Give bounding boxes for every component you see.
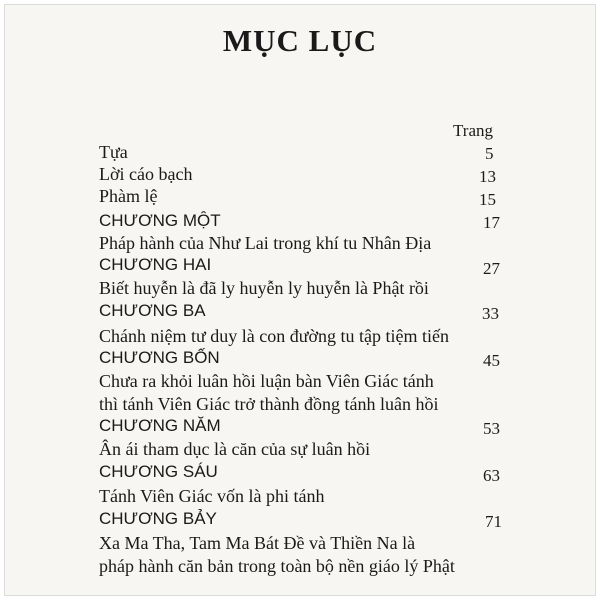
toc-page-number: 5 (485, 144, 494, 163)
toc-chapter-1-title: Pháp hành của Như Lai trong khí tu Nhân Địa (99, 233, 432, 253)
toc-page-number: 13 (479, 167, 496, 186)
toc-chapter-7-title-line-1: Xa Ma Tha, Tam Ma Bát Đề và Thiền Na là (99, 533, 416, 553)
toc-chapter-5-title: Ân ái tham dục là căn của sự luân hồi (99, 439, 371, 459)
book-page (4, 4, 596, 596)
page-title: MỤC LỤC (222, 23, 378, 58)
toc-chapter-7: CHƯƠNG BẢY (99, 509, 217, 528)
toc-chapter-3-title: Chánh niệm tư duy là con đường tu tập tiệm tiến (99, 326, 449, 346)
toc-page-number: 71 (485, 512, 502, 531)
toc-entry-guidelines: Phàm lệ (99, 186, 158, 206)
toc-page-number: 17 (483, 213, 500, 232)
toc-chapter-7-title-line-2: pháp hành căn bản trong toàn bộ nền giáo lý Phật (99, 556, 455, 576)
toc-chapter-4-title-line-2: thì tánh Viên Giác trở thành đồng tánh luân hồi (99, 394, 439, 414)
toc-chapter-6: CHƯƠNG SÁU (99, 462, 218, 481)
toc-page-number: 63 (483, 466, 500, 485)
toc-entry-preface: Tựa (99, 142, 128, 162)
toc-chapter-4-title-line-1: Chưa ra khỏi luân hồi luận bàn Viên Giác tánh (99, 371, 434, 391)
toc-chapter-2: CHƯƠNG HAI (99, 255, 212, 274)
toc-chapter-4: CHƯƠNG BỐN (99, 348, 220, 367)
toc-page-number: 27 (483, 259, 500, 278)
page-column-header: Trang (453, 121, 493, 140)
toc-chapter-5: CHƯƠNG NĂM (99, 416, 221, 435)
toc-page-number: 45 (483, 351, 500, 370)
toc-chapter-6-title: Tánh Viên Giác vốn là phi tánh (99, 486, 325, 506)
toc-page-number: 15 (479, 190, 496, 209)
toc-chapter-3: CHƯƠNG BA (99, 301, 206, 320)
toc-page-number: 53 (483, 419, 500, 438)
toc-chapter-1: CHƯƠNG MỘT (99, 211, 221, 230)
toc-chapter-2-title: Biết huyễn là đã ly huyễn ly huyễn là Phật rồi (99, 278, 429, 298)
toc-page-number: 33 (482, 304, 499, 323)
toc-entry-foreword: Lời cáo bạch (99, 164, 193, 184)
